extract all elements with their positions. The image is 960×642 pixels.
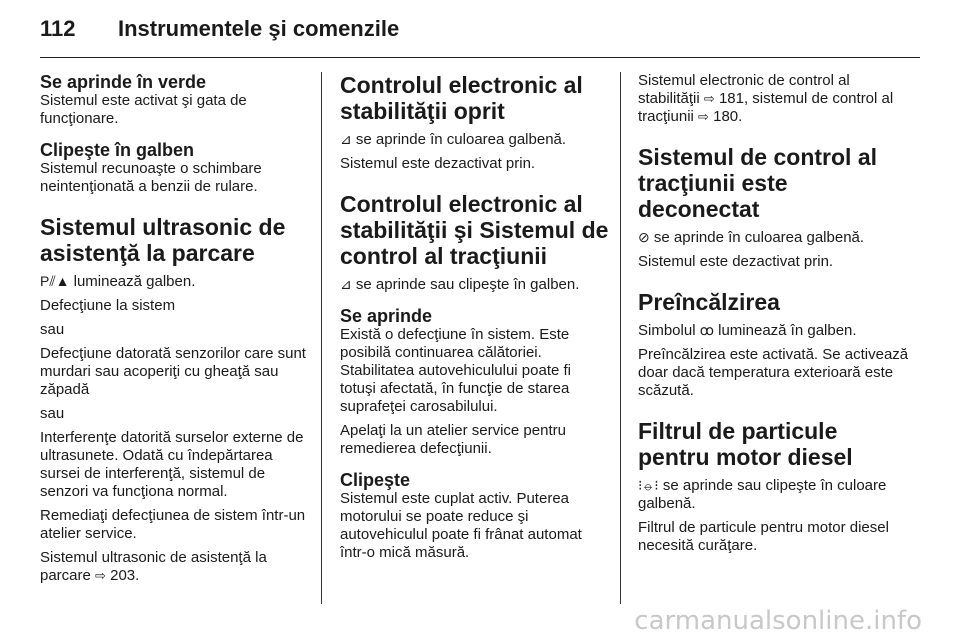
text-yellow: Sistemul recunoaşte o schimbare neintenţionată a benzii de rulare. [40, 160, 262, 195]
text-parking-4: Interferenţe datorită surselor externe de ultrasunete. Odată cu îndepărtarea sursei de interferenţă, sistemul de senzori va funcţiona normal. [40, 429, 304, 500]
text-parking-6: Sistemul ultrasonic de asistenţă la parcare ⇨ 203. [40, 549, 267, 584]
arrow-icon: ⇨ [703, 91, 715, 106]
text-dpf-1: ⁝⦵⁝ se aprinde sau clipeşte în culoare galbenă. [638, 477, 887, 512]
column-1 [40, 72, 310, 585]
esc-tc-icon: ⊿ [340, 276, 352, 292]
text-dpf-2: Filtrul de particule pentru motor diesel necesită curăţare. [638, 519, 889, 554]
text-parking-3: Defecţiune datorată senzorilor care sunt murdari sau acoperiţi cu gheaţă sau zăpadă [40, 345, 306, 398]
diesel-particle-filter-icon: ⁝⦵⁝ [638, 477, 659, 493]
text-or-2: sau [40, 405, 65, 422]
page-number: 112 [40, 16, 76, 41]
text-parking-5: Remediaţi defecţiunea de sistem într-un atelier service. [40, 507, 306, 542]
text-esc-off-2: Sistemul este dezactivat prin. [340, 155, 536, 172]
heading-esc-tc: Controlul electronic al stabilităţii şi Sistemul de control al tracţiunii [340, 191, 609, 269]
header-rule [40, 57, 920, 58]
arrow-icon: ⇨ [698, 109, 709, 124]
glow-plug-icon: ꝏ [699, 322, 714, 338]
heading-flashes: Clipeşte [340, 470, 411, 490]
text-lights-on-2: Apelaţi la un atelier service pentru remedierea defecţiunii. [340, 422, 566, 457]
text-references: Sistemul electronic de control al stabilităţii ⇨ 181, sistemul de control al tracţiunii ⇨ 180. [638, 72, 894, 125]
heading-yellow: Clipeşte în galben [40, 140, 195, 160]
text-esc-off-1: ⊿ se aprinde în culoarea galbenă. [340, 131, 567, 148]
column-2 [340, 72, 610, 562]
parking-assist-icon: P⫽▲ [40, 273, 70, 289]
text-or-1: sau [40, 321, 65, 338]
tc-off-icon: ⊘ [638, 229, 650, 245]
esc-off-icon: ⊿ [340, 131, 352, 147]
arrow-icon: ⇨ [95, 568, 106, 583]
text-tc-off-2: Sistemul este dezactivat prin. [638, 253, 834, 270]
text-preheat-2: Preîncălzirea este activată. Se activează doar dacă temperatura exterioară este scăzută. [638, 346, 909, 399]
heading-green: Se aprinde în verde [40, 72, 207, 92]
heading-lights-on: Se aprinde [340, 306, 433, 326]
page-title: Instrumentele şi comenzile [118, 16, 400, 41]
text-esc-tc: ⊿ se aprinde sau clipeşte în galben. [340, 276, 580, 293]
text-parking-1: P⫽▲ luminează galben. [40, 273, 196, 290]
column-divider-2 [620, 72, 621, 604]
page-header [40, 16, 920, 42]
text-green: Sistemul este activat şi gata de funcţionare. [40, 92, 247, 127]
heading-tc-off: Sistemul de control al tracţiunii este deconectat [638, 144, 877, 222]
text-parking-2: Defecţiune la sistem [40, 297, 176, 314]
column-divider-1 [321, 72, 322, 604]
heading-diesel-filter: Filtrul de particule pentru motor diesel [638, 418, 853, 470]
page-ref-203[interactable]: 203. [110, 567, 140, 584]
column-3 [638, 72, 913, 555]
page-ref-181[interactable]: 181 [718, 90, 744, 107]
heading-parking-assist: Sistemul ultrasonic de asistenţă la parcare [40, 214, 286, 266]
text-preheat-1: Simbolul ꝏ luminează în galben. [638, 322, 857, 339]
page-ref-180[interactable]: 180. [713, 108, 743, 125]
text-lights-on-1: Există o defecţiune în sistem. Este posibilă continuarea călătoriei. Stabilitatea autovehiculului poate fi totuşi afectată, în funcţie de starea suprafeţei carosabilului. [340, 326, 571, 415]
text-flashes: Sistemul este cuplat activ. Puterea motorului se poate reduce şi autovehiculul poate fi frânat automat într-o mică măsură. [340, 490, 582, 561]
text-tc-off-1: ⊘ se aprinde în culoarea galbenă. [638, 229, 865, 246]
heading-preheating: Preîncălzirea [638, 289, 780, 315]
heading-esc-off: Controlul electronic al stabilităţii oprit [340, 72, 583, 124]
watermark: carmanualsonline.info [634, 606, 922, 636]
